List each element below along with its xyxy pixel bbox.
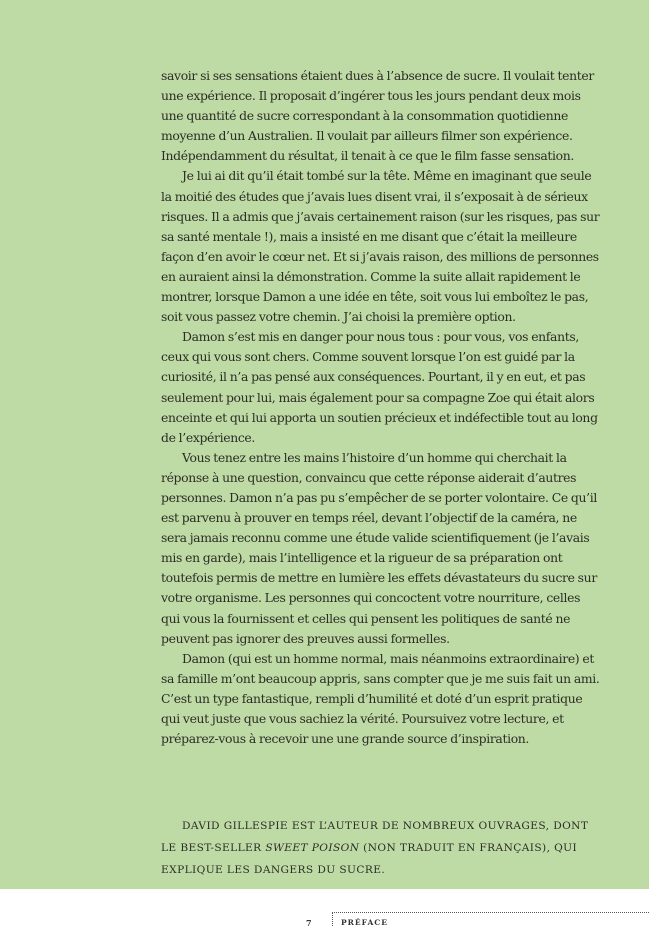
book-title: SWEET POISON (265, 842, 360, 854)
page-number: 7 (306, 918, 312, 928)
author-bio-text: (NON TRADUIT EN FRANÇAIS), QUI EXPLIQUE LES DANGERS DU SUCRE. (161, 842, 578, 876)
footer-divider (332, 912, 649, 913)
paragraph: Vous tenez entre les mains l’histoire d’un homme qui cherchait la réponse à une question, convaincu que cette réponse aiderait d’autres personnes. Damon n’a pas pu s’empêcher de se porter volontaire. Ce qu’il est parvenu à prouver en temps réel, devant l’objectif de la caméra, ne sera jamais reconnu comme une étude valide scientifiquement (je l’avais mis en garde), mais l’intelligence et la rigueur de sa préparation ont toutefois permis de mettre en lumière les effets dévastateurs du sucre sur votre organisme. Les personnes qui concoctent votre nourriture, celles qui vous la fournissent et celles qui pensent les politiques de santé ne peuvent pas ignorer des preuves aussi formelles. (161, 449, 597, 646)
footer-divider-vertical (332, 912, 333, 926)
paragraph: Damon s’est mis en danger pour nous tous : pour vous, vos enfants, ceux qui vous sont chers. Comme souvent lorsque l’on est guidé par la curiosité, il n’a pas pensé aux conséquences. Pourtant, il y en eut, et pas seulement pour lui, mais également pour sa compagne Zoe qui était alors enceinte et qui lui apporta un soutien précieux et indéfectible tout au long de l’expérience. (161, 329, 598, 445)
author-bio (161, 815, 601, 881)
running-header-section: PRÉFACE (341, 918, 388, 927)
paragraph: Damon (qui est un homme normal, mais néanmoins extraordinaire) et sa famille m’ont beaucoup appris, sans compter que je me suis fait un ami. C’est un type fantastique, rempli d’humilité et doté d’un esprit pratique qui veut juste que vous sachiez la vérité. Poursuivez votre lecture, et préparez-vous à recevoir une une grande source d’inspiration. (161, 650, 600, 747)
paragraph: Je lui ai dit qu’il était tombé sur la tête. Même en imaginant que seule la moitié des études que j’avais lues disent vrai, il s’exposait à de sérieux risques. Il a admis que j’avais certainement raison (sur les risques, pas sur sa santé mentale !), mais a insisté en me disant que c’était la meilleure façon d’en avoir le cœur net. Et si j’avais raison, des millions de personnes en auraient ainsi la démonstration. Comme la suite allait rapidement le montrer, lorsque Damon a une idée en tête, soit vous lui emboîtez le pas, soit vous passez votre chemin. J’ai choisi la première option. (161, 168, 600, 325)
author-bio-text: DAVID GILLESPIE EST L’AUTEUR DE NOMBREUX OUVRAGES, DONT LE BEST-SELLER (161, 820, 589, 854)
paragraph: savoir si ses sensations étaient dues à l’absence de sucre. Il voulait tenter une expérience. Il proposait d’ingérer tous les jours pendant deux mois une quantité de sucre correspondant à la consommation quotidienne moyenne d’un Australien. Il voulait par ailleurs filmer son expérience. Indépendamment du résultat, il tenait à ce que le film fasse sensation. (161, 68, 594, 164)
preface-body (161, 66, 601, 749)
